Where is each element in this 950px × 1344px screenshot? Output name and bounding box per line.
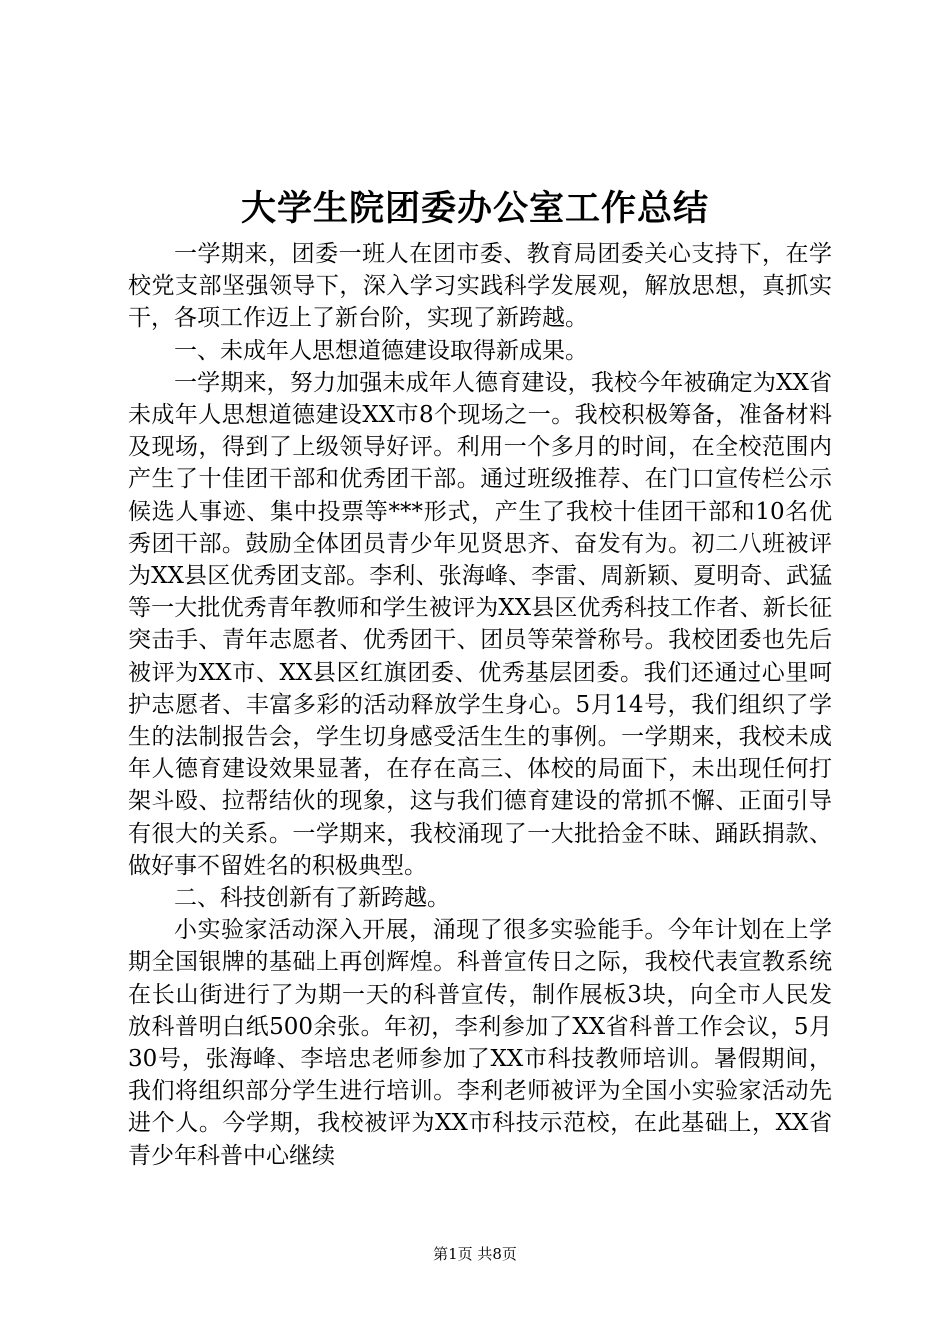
paragraph-science-innovation: 小实验家活动深入开展，涌现了很多实验能手。今年计划在上学期全国银牌的基础上再创辉煌。科普宣传日之际，我校代表宣教系统在长山街进行了为期一天的科普宣传，制作展板3块，向全市人民发放科普明白纸500余张。年初，李利参加了XX省科普工作会议，5月30号，张海峰、李培忠老师参加了XX市科技教师培训。暑假期间，我们将组织部分学生进行培训。李利老师被评为全国小实验家活动先进个人。今学期，我校被评为XX市科技示范校，在此基础上，XX省青少年科普中心继续 xyxy=(128,917,832,1169)
document-body xyxy=(128,238,832,1172)
page-number-footer: 第1页 共8页 xyxy=(433,1245,517,1263)
section-heading-1: 一、未成年人思想道德建设取得新成果。 xyxy=(174,337,588,364)
paragraph-intro: 一学期来，团委一班人在团市委、教育局团委关心支持下，在学校党支部坚强领导下，深入学习实践科学发展观，解放思想，真抓实干，各项工作迈上了新台阶，实现了新跨越。 xyxy=(128,241,832,332)
section-heading-2: 二、科技创新有了新跨越。 xyxy=(174,885,450,912)
document-title: 大学生院团委办公室工作总结 xyxy=(240,189,709,229)
paragraph-moral-education: 一学期来，努力加强未成年人德育建设，我校今年被确定为XX省未成年人思想道德建设XX市8个现场之一。我校积极筹备，准备材料及现场，得到了上级领导好评。利用一个多月的时间，在全校范围内产生了十佳团干部和优秀团干部。通过班级推荐、在门口宣传栏公示候选人事迹、集中投票等***形式，产生了我校十佳团干部和10名优秀团干部。鼓励全体团员青少年见贤思齐、奋发有为。初二八班被评为XX县区优秀团支部。李利、张海峰、李雷、周新颖、夏明奇、武猛等一大批优秀青年教师和学生被评为XX县区优秀科技工作者、新长征突击手、青年志愿者、优秀团干、团员等荣誉称号。我校团委也先后被评为XX市、XX县区红旗团委、优秀基层团委。我们还通过心里呵护志愿者、丰富多彩的活动释放学生身心。5月14号，我们组织了学生的法制报告会，学生切身感受活生生的事例。一学期来，我校未成年人德育建设效果显著，在存在高三、体校的局面下，未出现任何打架斗殴、拉帮结伙的现象，这与我们德育建设的常抓不懈、正面引导有很大的关系。一学期来，我校涌现了一大批拾金不昧、踊跃捐款、做好事不留姓名的积极典型。 xyxy=(128,369,832,879)
